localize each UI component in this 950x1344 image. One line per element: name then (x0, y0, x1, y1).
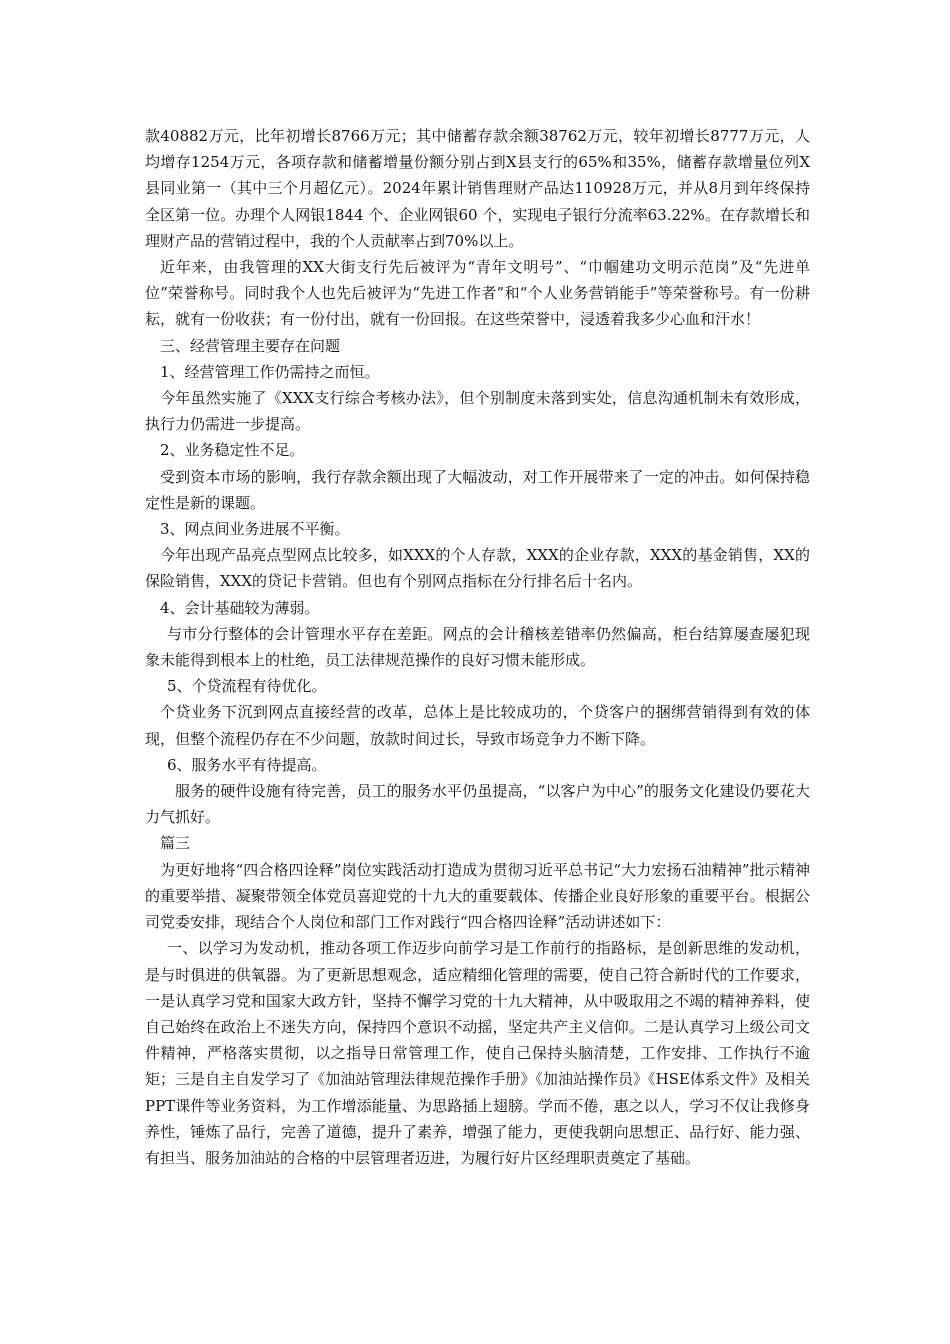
part-heading-3: 篇三 (160, 834, 191, 853)
paragraph-deposit-summary: 款40882万元，比年初增长8766万元；其中储蓄存款余额38762万元，较年初增长8777万元，人均增存1254万元，各项存款和储蓄增量份额分别占到X县支行的65%和35%，储蓄存款增量位列X县同业第一（其中三个月超亿元）。2024年累计销售理财产品达110928万元，并从8月到年终保持全区第一位。办理个人网银1844 个、企业网银60 个，实现电子银行分流率63.22%。在存款增长和理财产品的营销过程中，我的个人贡献率占到70%以上。 (145, 127, 810, 250)
paragraph-5: 个贷业务下沉到网点直接经营的改革，总体上是比较成功的，个贷客户的捆绑营销得到有效的体现，但整个流程仍存在不少问题，放款时间过长，导致市场竞争力不断下降。 (145, 703, 810, 748)
subheading-6: 6、服务水平有待提高。 (167, 755, 327, 774)
subheading-1: 1、经营管理工作仍需持之而恒。 (160, 362, 380, 381)
paragraph-honors: 近年来，由我管理的XX大街支行先后被评为“青年文明号”、“巾帼建功文明示范岗”及“先进单位”荣誉称号。同时我个人也先后被评为“先进工作者”和“个人业务营销能手”等荣誉称号。有一份耕耘，就有一份收获；有一份付出，就有一份回报。在这些荣誉中，浸透着我多少心血和汗水！ (145, 258, 810, 329)
document-body (145, 123, 810, 1171)
subheading-4: 4、会计基础较为薄弱。 (160, 598, 320, 617)
paragraph-3: 今年出现产品亮点型网点比较多，如XXX的个人存款，XXX的企业存款，XXX的基金销售，XX的保险销售，XXX的贷记卡营销。但也有个别网点指标在分行排名后十名内。 (145, 546, 810, 591)
paragraph-study: 一、以学习为发动机，推动各项工作迈步向前学习是工作前行的指路标，是创新思维的发动机，是与时俱进的供氧器。为了更新思想观念，适应精细化管理的需要，使自己符合新时代的工作要求，一是认真学习党和国家大政方针，坚持不懈学习党的十九大精神，从中吸取用之不竭的精神养料，使自己始终在政治上不迷失方向，保持四个意识不动摇，坚定共产主义信仰。二是认真学习上级公司文件精神，严格落实贯彻，以之指导日常管理工作，使自己保持头脑清楚，工作安排、工作执行不逾矩；三是自主自发学习了《加油站管理法律规范操作手册》《加油站操作员》《HSE体系文件》及相关PPT课件等业务资料，为工作增添能量、为思路插上翅膀。学而不倦，惠之以人，学习不仅让我修身养性，锤炼了品行，完善了道德，提升了素养，增强了能力，更使我朝向思想正、品行好、能力强、有担当、服务加油站的合格的中层管理者迈进，为履行好片区经理职责奠定了基础。 (145, 939, 810, 1167)
section-heading-problems: 三、经营管理主要存在问题 (160, 336, 341, 355)
paragraph-1: 今年虽然实施了《XXX支行综合考核办法》，但个别制度未落到实处，信息沟通机制未有效形成，执行力仍需进一步提高。 (145, 389, 810, 434)
paragraph-intro: 为更好地将“四合格四诠释”岗位实践活动打造成为贯彻习近平总书记“大力宏扬石油精神”批示精神的重要举措、凝聚带领全体党员喜迎党的十九大的重要载体、传播企业良好形象的重要平台。根据公司党委安排，现结合个人岗位和部门工作对践行“四合格四诠释”活动讲述如下： (145, 860, 810, 932)
subheading-5: 5、个贷流程有待优化。 (167, 677, 327, 696)
subheading-2: 2、业务稳定性不足。 (160, 441, 305, 460)
paragraph-2: 受到资本市场的影响，我行存款余额出现了大幅波动，对工作开展带来了一定的冲击。如何保持稳定性是新的课题。 (145, 467, 810, 512)
subheading-3: 3、网点间业务进展不平衡。 (160, 520, 350, 539)
paragraph-6: 服务的硬件设施有待完善，员工的服务水平仍虽提高，“以客户为中心”的服务文化建设仍要花大力气抓好。 (145, 782, 810, 827)
paragraph-4: 与市分行整体的会计管理水平存在差距。网点的会计稽核差错率仍然偏高，柜台结算屡查屡犯现象未能得到根本上的杜绝，员工法律规范操作的良好习惯未能形成。 (145, 624, 810, 670)
